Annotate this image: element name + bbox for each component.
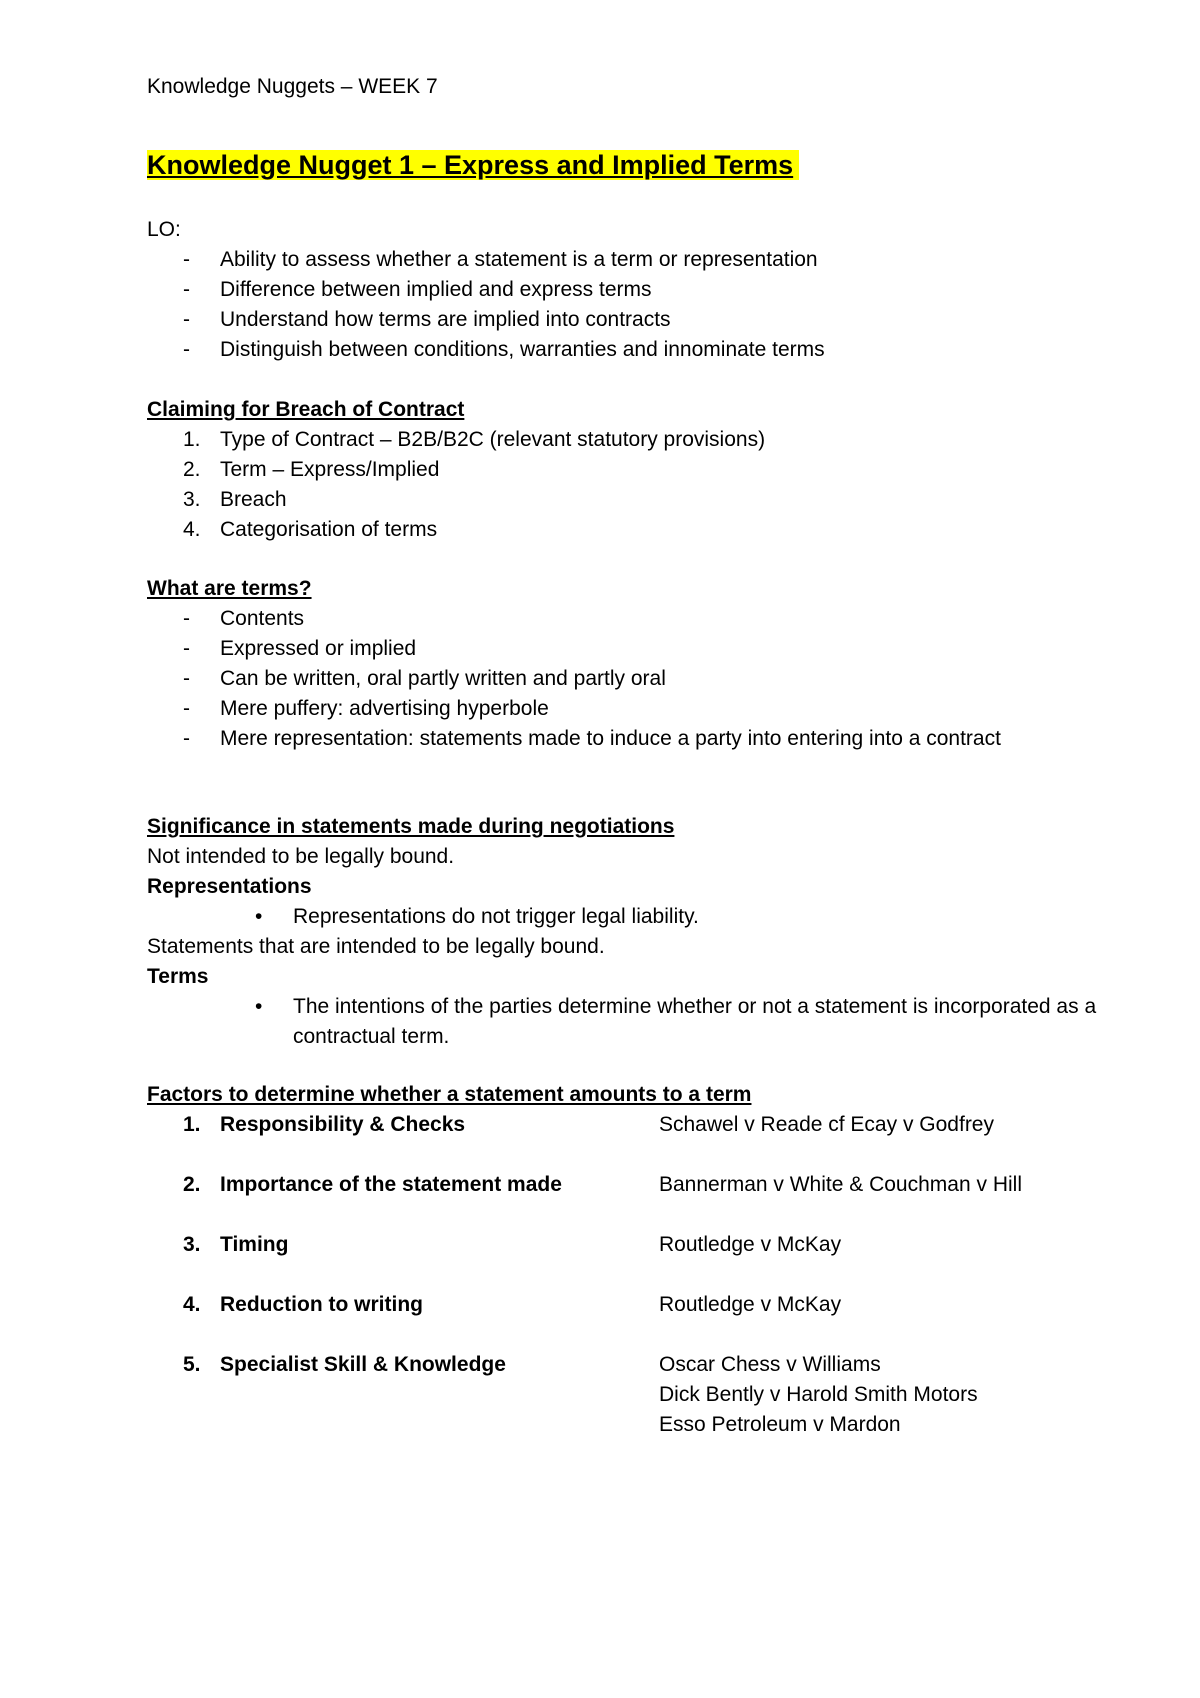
- claiming-heading: Claiming for Breach of Contract: [147, 398, 465, 421]
- factor-item: 1. Responsibility & Checks Schawel v Reade cf Ecay v Godfrey: [147, 1110, 1140, 1170]
- claiming-item: 3. Breach: [183, 488, 287, 511]
- factor-item: 4. Reduction to writing Routledge v McKay: [147, 1290, 1140, 1350]
- what-terms-section: [147, 574, 1140, 754]
- what-terms-heading: What are terms?: [147, 577, 312, 600]
- significance-line-1: Not intended to be legally bound.: [147, 845, 455, 868]
- terms-label: Terms: [147, 965, 209, 988]
- factor-item: 5. Specialist Skill & Knowledge Oscar Chess v Williams Dick Bently v Harold Smith Motors Esso Petroleum v Mardon: [147, 1350, 1140, 1410]
- lo-item: - Understand how terms are implied into contracts: [183, 308, 671, 331]
- page-title-text: Knowledge Nugget 1 – Express and Implied Terms: [147, 150, 799, 180]
- lo-item: - Ability to assess whether a statement is a term or representation: [183, 248, 818, 271]
- what-terms-item: - Mere representation: statements made to induce a party into entering into a contract: [183, 727, 1001, 750]
- terms-bullet: • The intentions of the parties determine whether or not a statement is incorporated as a contractual term.: [255, 995, 1097, 1048]
- lo-list: [147, 245, 1140, 365]
- significance-line-2: Statements that are intended to be legally bound.: [147, 935, 605, 958]
- factor-item: 3. Timing Routledge v McKay: [147, 1230, 1140, 1290]
- claiming-section: [147, 395, 1140, 545]
- factors-heading: Factors to determine whether a statement amounts to a term: [147, 1083, 752, 1106]
- factor-cases: Bannerman v White & Couchman v Hill: [659, 1173, 1022, 1196]
- what-terms-item: - Can be written, oral partly written and partly oral: [183, 667, 666, 690]
- representations-label: Representations: [147, 875, 312, 898]
- factors-section: [147, 1080, 1140, 1436]
- claiming-item: 4. Categorisation of terms: [183, 518, 438, 541]
- lo-label: LO:: [147, 218, 181, 241]
- factor-item: 2. Importance of the statement made Bannerman v White & Couchman v Hill: [147, 1170, 1140, 1230]
- factor-cases: Routledge v McKay: [659, 1233, 842, 1256]
- lo-item: - Distinguish between conditions, warranties and innominate terms: [183, 338, 825, 361]
- significance-heading: Significance in statements made during negotiations: [147, 815, 675, 838]
- page-title: [147, 146, 1140, 184]
- claiming-item: 1. Type of Contract – B2B/B2C (relevant statutory provisions): [183, 428, 766, 451]
- lo-section: [147, 215, 1140, 365]
- what-terms-list: [147, 604, 1007, 754]
- claiming-list: [147, 425, 1140, 545]
- representations-bullet: • Representations do not trigger legal liability.: [255, 905, 699, 928]
- factor-cases: Oscar Chess v Williams Dick Bently v Harold Smith Motors Esso Petroleum v Mardon: [659, 1353, 978, 1436]
- claiming-item: 2. Term – Express/Implied: [183, 458, 440, 481]
- factor-cases: Routledge v McKay: [659, 1293, 842, 1316]
- what-terms-item: - Contents: [183, 607, 305, 630]
- page-header: Knowledge Nuggets – WEEK 7: [147, 75, 438, 98]
- lo-item: - Difference between implied and express terms: [183, 278, 652, 301]
- factor-cases: Schawel v Reade cf Ecay v Godfrey: [659, 1113, 994, 1136]
- what-terms-item: - Mere puffery: advertising hyperbole: [183, 697, 549, 720]
- significance-section: [147, 812, 1140, 1052]
- what-terms-item: - Expressed or implied: [183, 637, 417, 660]
